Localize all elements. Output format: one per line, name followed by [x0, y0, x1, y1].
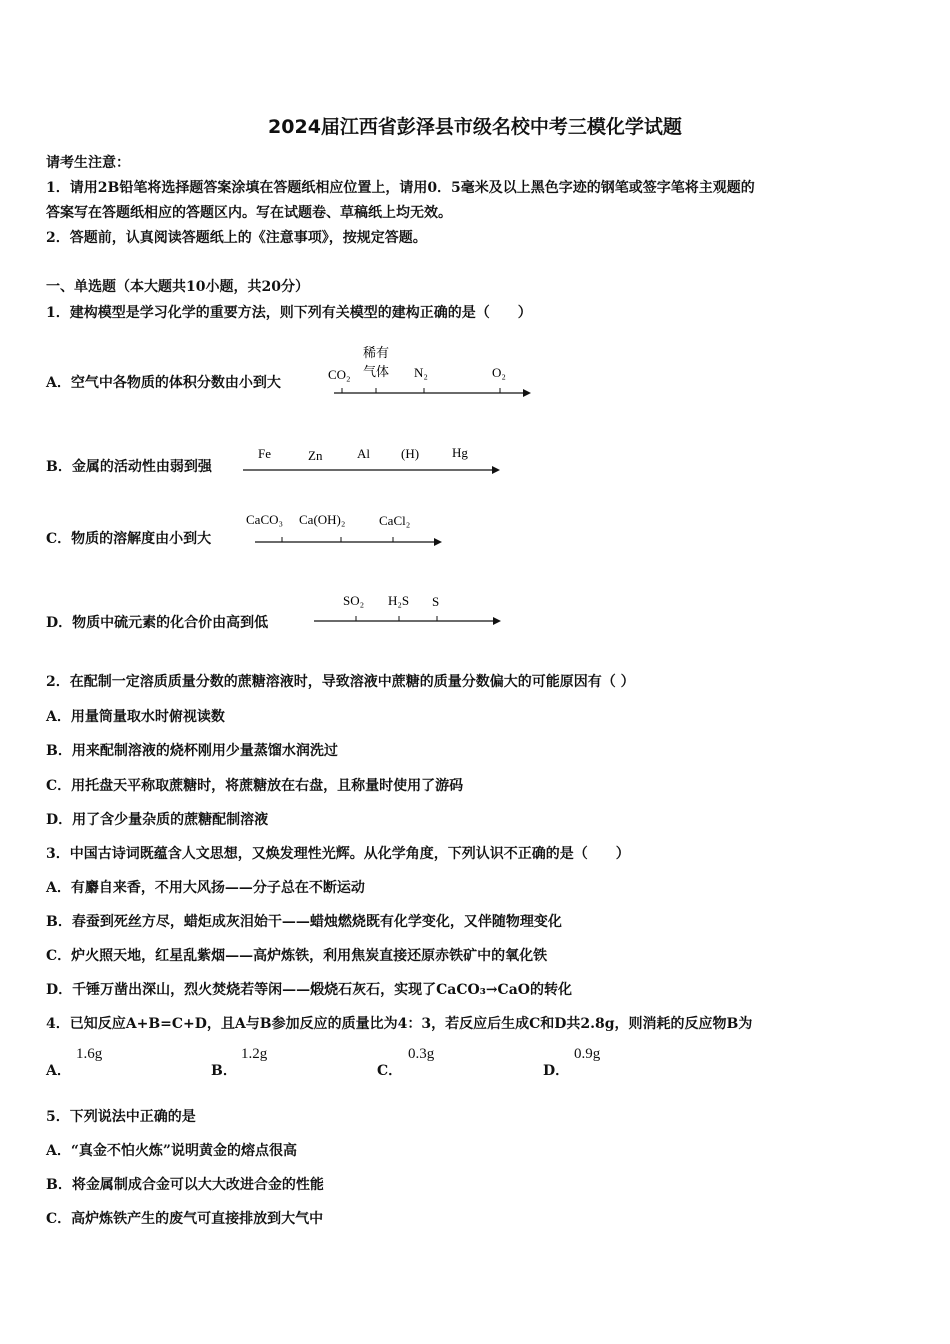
- q1-b-label-hg: Hg: [452, 445, 468, 460]
- q1-b-label-fe: Fe: [258, 446, 271, 461]
- q1-a-label-rare: 稀有: [363, 345, 390, 360]
- q5-option-a: A．“真金不怕火炼”说明黄金的熔点很高: [46, 1143, 297, 1159]
- q3-option-c: C．炉火照天地，红星乱紫烟——高炉炼铁，利用焦炭直接还原赤铁矿中的氧化铁: [46, 948, 548, 964]
- q1-c-label-caoh2: Ca(OH)₂: [299, 512, 346, 527]
- notice-heading: 请考生注意：: [46, 155, 130, 171]
- section-heading: 一、单选题（本大题共10小题，共20分）: [46, 279, 309, 295]
- notice-line-1b: 答案写在答题纸相应的答题区内。写在试题卷、草稿纸上均无效。: [46, 205, 452, 221]
- q4-stem: 4．已知反应A+B=C+D，且A与B参加反应的质量比为4：3，若反应后生成C和D共2.8g，则消耗的反应物B为: [46, 1016, 753, 1032]
- q1-b-axis: [243, 445, 500, 474]
- q1-b-label-al: Al: [357, 446, 370, 461]
- q1-a-axis: [328, 345, 531, 397]
- page-title: 2024届江西省彭泽县市级名校中考三模化学试题: [268, 116, 682, 138]
- q4-option-b-value: 1.2g: [241, 1046, 268, 1062]
- q2-option-a: A．用量筒量取水时俯视读数: [46, 709, 225, 725]
- q4-option-d-value: 0.9g: [574, 1046, 601, 1062]
- q4-option-a-value: 1.6g: [76, 1046, 103, 1062]
- q1-a-label-co2: CO₂: [328, 367, 351, 382]
- q1-option-a: A．空气中各物质的体积分数由小到大: [46, 375, 281, 391]
- q1-a-label-n2: N₂: [414, 365, 428, 380]
- q1-a-label-o2: O₂: [492, 365, 506, 380]
- q4-option-a-letter: A．: [46, 1063, 71, 1079]
- q4-option-c-value: 0.3g: [408, 1046, 435, 1062]
- q5-stem: 5．下列说法中正确的是: [46, 1109, 196, 1125]
- q1-d-label-s: S: [432, 594, 440, 609]
- q3-option-d: D．千锤万凿出深山，烈火焚烧若等闲——煅烧石灰石，实现了CaCO₃→CaO的转化: [46, 982, 572, 998]
- notice-line-1a: 1．请用2B铅笔将选择题答案涂填在答题纸相应位置上，请用0．5毫米及以上黑色字迹的钢笔或签字笔将主观题的: [46, 180, 755, 196]
- q1-c-label-caco3: CaCO₃: [246, 512, 284, 527]
- q1-d-axis: [314, 593, 501, 625]
- q1-stem: 1．建构模型是学习化学的重要方法，则下列有关模型的建构正确的是（ ）: [46, 305, 532, 321]
- q3-option-b: B．春蚕到死丝方尽，蜡炬成灰泪始干——蜡烛燃烧既有化学变化，又伴随物理变化: [46, 914, 562, 930]
- q5-option-b: B．将金属制成合金可以大大改进合金的性能: [46, 1177, 324, 1193]
- q1-d-label-h2s: H₂S: [388, 593, 410, 608]
- q1-a-label-gas: 气体: [363, 364, 390, 379]
- q2-option-c: C．用托盘天平称取蔗糖时，将蔗糖放在右盘，且称量时使用了游码: [46, 778, 464, 794]
- q5-option-c: C．高炉炼铁产生的废气可直接排放到大气中: [46, 1211, 324, 1227]
- q1-d-label-so2: SO₂: [343, 593, 365, 608]
- notice-line-2: 2．答题前，认真阅读答题纸上的《注意事项》，按规定答题。: [46, 230, 427, 246]
- q4-option-c-letter: C．: [377, 1063, 403, 1079]
- q3-stem: 3．中国古诗词既蕴含人文思想，又焕发理性光辉。从化学角度，下列认识不正确的是（ ）: [46, 846, 630, 862]
- q1-option-d: D．物质中硫元素的化合价由高到低: [46, 615, 269, 631]
- q3-option-a: A．有麝自来香，不用大风扬——分子总在不断运动: [46, 880, 365, 896]
- q1-b-label-h: (H): [401, 446, 420, 461]
- q1-option-b: B．金属的活动性由弱到强: [46, 459, 212, 475]
- q2-option-b: B．用来配制溶液的烧杯刚用少量蒸馏水润洗过: [46, 743, 338, 759]
- q2-stem: 2．在配制一定溶质质量分数的蔗糖溶液时，导致溶液中蔗糖的质量分数偏大的可能原因有（ ）: [46, 674, 635, 690]
- q1-c-label-cacl2: CaCl₂: [379, 513, 411, 528]
- q4-option-d-letter: D．: [543, 1063, 570, 1079]
- q2-option-d: D．用了含少量杂质的蔗糖配制溶液: [46, 812, 269, 828]
- q1-b-label-zn: Zn: [308, 448, 323, 463]
- q1-c-axis: [246, 512, 442, 546]
- q1-option-c: C．物质的溶解度由小到大: [46, 531, 212, 547]
- q4-option-b-letter: B．: [211, 1063, 237, 1079]
